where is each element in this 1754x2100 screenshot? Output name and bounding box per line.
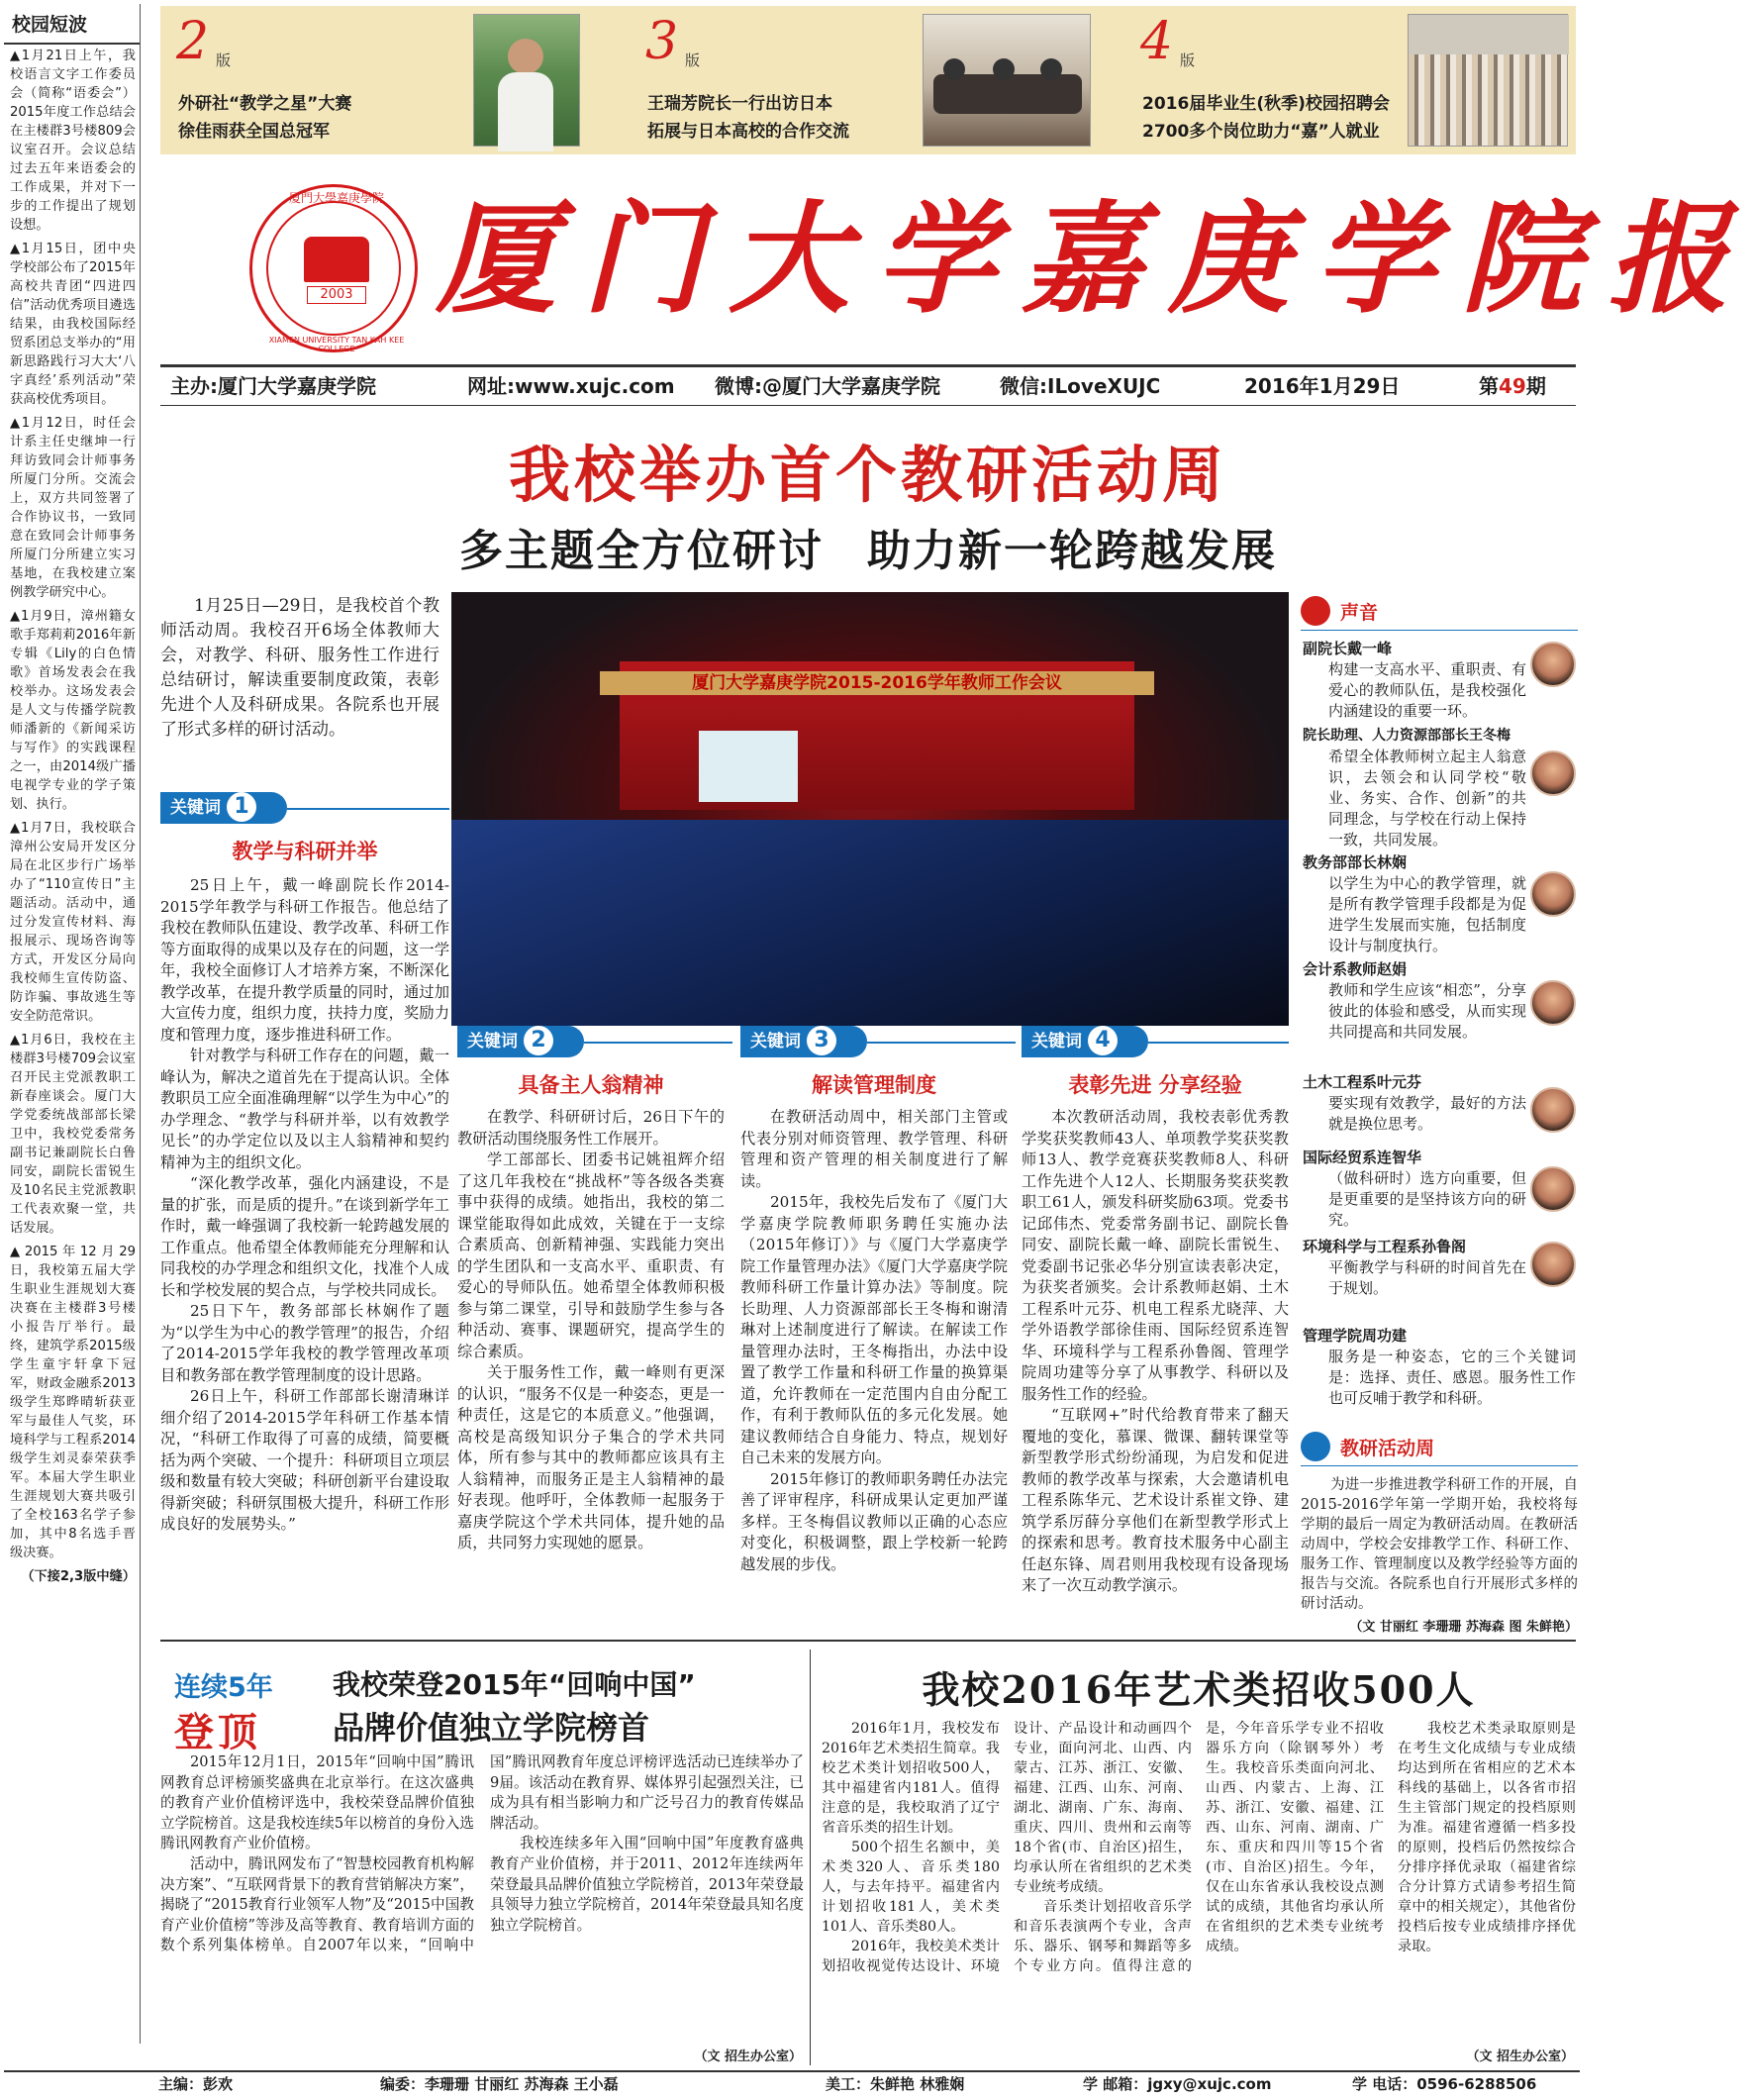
keyword-tag-4: 关键词 4	[1022, 1026, 1148, 1057]
teaching-week-text: 为进一步推进教学科研工作的开展，自2015-2016学年第一学期开始，我校将每学期的最后一周定为教研活动周。在教研活动周中，学校会安排教学工作、科研工作、服务工作、管理制度以及教学经验等方面的报告与交流。各院系也自行开展形式多样的研讨活动。	[1301, 1477, 1578, 1612]
voice-name: 教务部部长林娴	[1303, 853, 1408, 871]
voice-quote: 教师和学生应该“相恋”，分享彼此的体验和感受，从而实现共同提高和共同发展。	[1328, 981, 1526, 1041]
teaser-line: 王瑞芳院长一行出访日本	[647, 94, 832, 114]
voice-name: 环境科学与工程系孙鲁阁	[1303, 1238, 1467, 1255]
keyword-3-body: 在教研活动周中，相关部门主管或代表分别对师资管理、教学管理、科研管理和资产管理的相关制度进行了解读。 2015年，我校先后发布了《厦门大学嘉庚学院教师职务聘任实施办法（2015年修订）》与《厦门大学嘉庚学院工作量管理办法》《厦门大学嘉庚学院教师科研工作量计算办法》等制度。院长助理、人力资源部部长王冬梅和谢清琳对上述制度进行了解读。在解读工作量管理办法时，王冬梅指出，办法中设置了教学工作量和科研工作量的换算渠道，允许教师在一定范围内自由分配工作，有利于教师队伍的多元化发展。她建议教师结合自身能力、特点，规划好自己未来的发展方向。 2015年修订的教师职务聘任办法完善了评审程序，科研成果认定更加严谨多样。王冬梅倡议教师以正确的心态应对变化，积极调整，跟上学校新一轮跨越发展的步伐。	[740, 1108, 1008, 1573]
keyword-4-title: 表彰先进 分享经验	[1068, 1073, 1242, 1097]
brand-tag-years: 连续5年	[174, 1672, 273, 1703]
voice-name: 会计系教师赵娟	[1303, 960, 1408, 978]
sponsor: 主办:厦门大学嘉庚学院	[170, 374, 376, 398]
keyword-rule	[867, 1042, 1016, 1044]
seal-text-english: XIAMEN UNIVERSITY TAN KAH KEE COLLEGE	[268, 336, 405, 353]
voice-quote: 构建一支高水平、重职责、有爱心的教师队伍，是我校强化内涵建设的重要一环。	[1328, 660, 1526, 720]
teaser-photo	[1408, 14, 1568, 147]
chief-editor: 主编：彭欢	[158, 2075, 234, 2093]
keyword-rule	[287, 808, 449, 810]
speech-bubble-icon	[1301, 596, 1330, 626]
voice-quote: 要实现有效教学，最好的方法就是换位思考。	[1328, 1094, 1526, 1133]
avatar	[1530, 1166, 1576, 1212]
footer-bar	[4, 2070, 1580, 2096]
article-credit: （文 甘丽红 李珊珊 苏海森 图 朱鲜艳）	[1349, 1620, 1578, 1635]
keyword-tag-1: 关键词 1	[160, 792, 287, 824]
voice-name: 管理学院周功建	[1303, 1327, 1408, 1345]
continued-note: （下接2,3版中缝）	[21, 1569, 136, 1584]
avatar	[1530, 980, 1576, 1026]
college-seal-logo	[249, 184, 418, 352]
avatar	[1530, 1087, 1576, 1133]
voice-name: 副院长戴一峰	[1303, 640, 1393, 657]
arts-article-body: 2016年1月，我校发布2016年艺术类招生简章。我校艺术类计划招收500人，其中福建省内181人。值得注意的是，我校取消了辽宁省音乐类的招生计划。 500个招生名额中，美术类320人、音乐类180人，与去年持平。福建省内计划招收181人，美术类101人、音乐类80人。 2016年，我校美术类计划招收视觉传达设计、环境设计、产品设计和动画四个专业，面向河北、山西、内蒙古、江苏、浙江、安徽、福建、江西、山东、河南、湖北、湖南、广东、海南、重庆、四川、贵州和云南等18个省(市、自治区)招生，均承认所在省组织的艺术类专业统考成绩。 音乐类计划招收音乐学和音乐表演两个专业，含声乐、器乐、钢琴和舞蹈等多个专业方向。值得注意的是，今年音乐学专业不招收器乐方向（除钢琴外）考生。我校音乐类面向河北、山西、内蒙古、上海、江苏、浙江、安徽、福建、江西、山东、河南、湖南、广东、重庆和四川等15个省(市、自治区)招生。今年，仅在山东省承认我校设点测试的成绩，其他省均承认所在省组织的艺术类专业统考成绩。 我校艺术类录取原则是在考生文化成绩与专业成绩均达到所在省相应的艺术本科线的基础上，以各省市招生主管部门规定的投档原则为准。福建省遵循一档多投的原则，投档后仍然按综合分排序择优录取（福建省综合分计算方式请参考招生简章中的相关规定），其他省份投档后按专业成绩排序择优录取。	[822, 1721, 1576, 1974]
sub-headline: 多主题全方位研讨 助力新一轮跨越发展	[459, 526, 1277, 576]
teaser-number: 4	[1140, 12, 1174, 71]
brand-tag-top: 登顶	[174, 1710, 261, 1755]
art-editors: 美工：朱鲜艳 林雅娴	[826, 2075, 965, 2093]
issue-number: 第49期	[1479, 374, 1546, 398]
arts-headline: 我校2016年艺术类招收500人	[922, 1667, 1476, 1712]
voice-name: 院长助理、人力资源部部长王冬梅	[1303, 728, 1510, 744]
lead-paragraph: 1月25日—29日，是我校首个教师活动周。我校召开6场全体教师大会，对教学、科研、服务性工作进行总结研讨，解读重要制度政策，表彰先进个人及科研成果。各院系也开展了形式多样的研讨活动。	[160, 596, 439, 740]
section-divider	[160, 1640, 1576, 1642]
page-teasers	[160, 6, 1576, 154]
info-bar	[160, 364, 1576, 406]
brand-article-body: 2015年12月1日，2015年“回响中国”腾讯网教育总评榜颁奖盛典在北京举行。在这次盛典的教育产业价值榜评选中，我校荣登品牌价值独立学院榜首。这是我校连续5年以榜首的身份入选腾讯网教育产业价值榜。 活动中，腾讯网发布了“智慧校园教育机构解决方案”、“互联网背景下的教育营销解决方案”，揭晓了“2015教育行业领军人物”及“2015中国教育产业价值榜”等涉及高等教育、教育培训方面的数个系列集体榜单。自2007年以来，“回响中国”腾讯网教育年度总评榜评选活动已连续举办了9届。该活动在教育界、媒体界引起强烈关注，已成为具有相当影响力和广泛号召力的教育传媒品牌活动。 我校连续多年入围“回响中国”年度教育盛典教育产业价值榜，并于2011、2012年连续两年荣登最具品牌价值独立学院榜首，2013年荣登最具领导力独立学院榜首，2014年荣登最具知名度独立学院榜首。	[160, 1753, 804, 1954]
teaser-ban: 版	[216, 51, 232, 69]
keyword-tag-3: 关键词 3	[740, 1026, 867, 1057]
issue-date: 2016年1月29日	[1244, 374, 1401, 398]
keyword-1-title: 教学与科研并举	[232, 840, 378, 863]
news-item: ▲1月12日，时任会计系主任史继坤一行拜访致同会计师事务所厦门分所。交流会上，双方共同签署了合作协议书，一致同意在致同会计师事务所厦门分所建立实习基地，在我校建立案例教学研究中心。	[10, 416, 136, 600]
editorial-board: 编委：李珊珊 甘丽红 苏海森 王小磊	[380, 2075, 619, 2093]
website-link[interactable]: 网址:www.xujc.com	[467, 374, 675, 398]
conference-photo	[451, 592, 1289, 1026]
teaser-line: 徐佳雨获全国总冠军	[178, 122, 330, 142]
voice-name: 国际经贸系连智华	[1303, 1149, 1422, 1166]
photo-banner-text: 厦门大学嘉庚学院2015-2016学年教师工作会议	[600, 671, 1154, 695]
keyword-2-title: 具备主人翁精神	[518, 1073, 664, 1097]
brand-title-2: 品牌价值独立学院榜首	[333, 1709, 650, 1747]
voice-quote: 以学生为中心的教学管理，就是所有教学管理手段都是为促进学生发展而实施，包括制度设计与制度执行。	[1328, 874, 1526, 954]
keyword-4-body: 本次教研活动周，我校表彰优秀教学奖获奖教师43人、单项教学奖获奖教师13人、教学竞赛获奖教师8人、科研工作先进个人12人、长期服务奖获奖教职工61人，颁发科研奖励63项。党委书记邱伟杰、党委常务副书记、副院长鲁同安、副院长戴一峰、副院长雷锐生、党委副书记张必华分别宣读表彰决定，为获奖者颁奖。会计系教师赵娟、土木工程系叶元芬、机电工程系尤晓萍、大学外语教学部徐佳雨、国际经贸系连智华、环境科学与工程系孙鲁阁、管理学院周功建等分享了从事教学、科研以及服务性工作的经验。 “互联网+”时代给教育带来了翻天覆地的变化，慕课、微课、翻转课堂等新型教学形式纷纷涌现，为启发和促进教师的教学改革与探索，大会邀请机电工程系陈华元、艺术设计系崔文铮、建筑学系厉薛分享他们在新型教学形式上的探索和思考。教育技术服务中心副主任赵东锋、周君则用我校现有设备现场来了一次互动教学演示。	[1022, 1108, 1289, 1594]
teaser-ban: 版	[1180, 51, 1196, 69]
article-credit: （文 招生办公室）	[1466, 2050, 1574, 2064]
teaser-line: 2700多个岗位助力“嘉”人就业	[1142, 122, 1380, 142]
teaser-photo	[923, 14, 1091, 147]
keyword-3-title: 解读管理制度	[812, 1073, 936, 1097]
teaser-line: 外研社“教学之星”大赛	[178, 94, 352, 114]
column-divider	[810, 1650, 811, 2065]
voices-heading: 声音	[1340, 602, 1379, 624]
teaser-photo	[473, 14, 580, 147]
voice-quote: 平衡教学与科研的时间首先在于规划。	[1328, 1258, 1526, 1297]
avatar	[1530, 750, 1576, 796]
campus-news-column	[4, 4, 141, 2044]
teaser-page-3[interactable]	[626, 6, 1121, 154]
wechat-id: 微信:ILoveXUJC	[1000, 374, 1161, 398]
avatar	[1530, 642, 1576, 687]
teaser-line: 拓展与日本高校的合作交流	[647, 122, 849, 142]
voice-name: 土木工程系叶元芬	[1303, 1073, 1422, 1091]
news-item: ▲1月9日，漳州籍女歌手郑莉莉2016年新专辑《Lily的白色情歌》首场发表会在我校举办。这场发表会是人文与传播学院教师潘新的《新闻采访与写作》的实践课程之一，由2014级广播电视学专业的学子策划、执行。	[10, 609, 136, 812]
voice-quote: 希望全体教师树立起主人翁意识，去领会和认同学校“敬业、务实、合作、创新”的共同理念，与学校在行动上保持一致，共同发展。	[1328, 748, 1526, 849]
brand-title-1: 我校荣登2015年“回响中国”	[333, 1668, 696, 1701]
teaser-number: 3	[645, 12, 679, 71]
phone-contact: 学 电话：0596-6288506	[1352, 2075, 1537, 2093]
teaser-page-4[interactable]	[1121, 6, 1576, 154]
keyword-rule	[584, 1042, 732, 1044]
keyword-1-body: 25日上午，戴一峰副院长作2014-2015学年教学与科研工作报告。他总结了我校在教师队伍建设、教学改革、科研工作等方面取得的成果以及存在的问题，这一学年，我校全面修订人才培养方案，不断深化教学改革，在提升教学质量的同时，通过加大宣传力度，组织力度，扶持力度，奖励力度和管理力度，逐步推进科研工作。 针对教学与科研工作存在的问题，戴一峰认为，解决之道首先在于提高认识。全体教职员工应全面准确理解“以学生为中心”的办学理念、“教学与科研并举，以有效教学见长”的办学定位以及以主人翁精神和契约精神为主的组织文化。 “深化教学改革，强化内涵建设，不是量的扩张，而是质的提升。”在谈到新学年工作时，戴一峰强调了我校新一轮跨越发展的工作重点。他希望全体教师能充分理解和认同我校的办学理念和组织文化，找准个人成长和学校发展的契合点，与学校共同成长。 25日下午，教务部部长林娴作了题为“以学生为中心的教学管理”的报告，介绍了2014-2015学年我校的教学管理改革项目和教务部在教学管理制度的设计思路。 26日上午，科研工作部部长谢清琳详细介绍了2014-2015学年科研工作基本情况，“科研工作取得了可喜的成绩，简要概括为两个突破、一个提升：科研项目立项层级和数量有较大突破；科研创新平台建设取得新突破；科研氛围极大提升，科研工作形成良好的发展势头。”	[160, 876, 449, 1533]
news-item: ▲1月6日，我校在主楼群3号楼709会议室召开民主党派教职工新春座谈会。厦门大学党委统战部部长梁卫中，我校党委常务副书记兼副院长白鲁同安，副院长雷锐生及10名民主党派教职工代表欢聚一堂，共话发展。	[10, 1033, 136, 1236]
main-headline: 我校举办首个教研活动周	[508, 439, 1227, 511]
voice-quote: （做科研时）选方向重要，但是更重要的是坚持该方向的研究。	[1328, 1169, 1526, 1229]
keyword-tag-2: 关键词 2	[457, 1026, 584, 1057]
link-icon	[1301, 1432, 1330, 1461]
voice-quote: 服务是一种姿态，它的三个关键词是：选择、责任、感恩。服务性工作也可反哺于教学和科研。	[1328, 1348, 1576, 1407]
avatar	[1530, 871, 1576, 917]
email-contact[interactable]: 学 邮箱：jgxy@xujc.com	[1083, 2075, 1272, 2093]
voices-sidebar	[1301, 592, 1578, 1582]
teaching-week-heading: 教研活动周	[1340, 1438, 1435, 1459]
avatar	[1530, 1242, 1576, 1287]
seal-year: 2003	[307, 286, 366, 304]
keyword-2-body: 在教学、科研研讨后，26日下午的教研活动围绕服务性工作展开。 学工部部长、团委书记姚祖辉介绍了这几年我校在“挑战杯”等各级各类赛事中获得的成绩。她指出，我校的第二课堂能取得如此成效，关键在于一支综合素质高、创新精神强、实践能力突出的学生团队和一支高水平、重职责、有爱心的导师队伍。她希望全体教师积极参与第二课堂，引导和鼓励学生参与各种活动、赛事、课题研究，提高学生的综合素质。 关于服务性工作，戴一峰则有更深的认识，“服务不仅是一种姿态，更是一种责任，这是它的本质意义。”他强调，高校是高级知识分子集合的学术共同体，所有参与其中的教师都应该具有主人翁精神，而服务正是主人翁精神的最好表现。他呼吁，全体教师一起服务于嘉庚学院这个学术共同体，提升她的品质，共同努力实现她的愿景。	[457, 1108, 725, 1551]
seal-text: 厦門大學嘉庚學院	[288, 191, 384, 205]
teaser-page-2[interactable]	[160, 6, 626, 154]
teaser-ban: 版	[685, 51, 701, 69]
teaser-number: 2	[176, 12, 210, 71]
keyword-rule	[1148, 1042, 1289, 1044]
teaser-line: 2016届毕业生(秋季)校园招聘会	[1142, 94, 1390, 114]
news-item: ▲2015年12月29日，我校第五届大学生职业生涯规划大赛决赛在主楼群3号楼小报告厅举行。最终，建筑学系2015级学生童宇轩拿下冠军，财政金融系2013级学生郑晔晴斩获亚军与最佳人气奖，环境科学与工程系2014级学生刘灵泰荣获季军。本届大学生职业生涯规划大赛共吸引了全校163名学子参加，其中8名选手晋级决赛。	[10, 1245, 136, 1560]
news-item: ▲1月21日上午，我校语言文字工作委员会（简称“语委会”）2015年度工作总结会在主楼群3号楼809会议室召开。会议总结过去五年来语委会的工作成果，并对下一步的工作提出了规划设想。	[10, 49, 136, 233]
newspaper-title: 厦门大学嘉庚学院报	[436, 187, 1754, 330]
article-credit: （文 招生办公室）	[694, 2050, 802, 2064]
campus-news-heading: 校园短波	[4, 4, 140, 45]
weibo-link[interactable]: 微博:@厦门大学嘉庚学院	[715, 374, 940, 398]
news-item: ▲1月15日，团中央学校部公布了2015年高校共青团“四进四信”活动优秀项目遴选结果，由我校国际经贸系团总支举办的“用新思路践行习大大‘八字真经’系列活动”荣获高校优秀项目。	[10, 242, 136, 407]
news-item: ▲1月7日，我校联合漳州公安局开发区分局在北区步行广场举办了“110宣传日”主题活动。活动中，通过分发宣传材料、海报展示、现场咨询等方式，开发区分局向我校师生宣传防盗、防诈骗、事故逃生等安全防范常识。	[10, 821, 136, 1024]
